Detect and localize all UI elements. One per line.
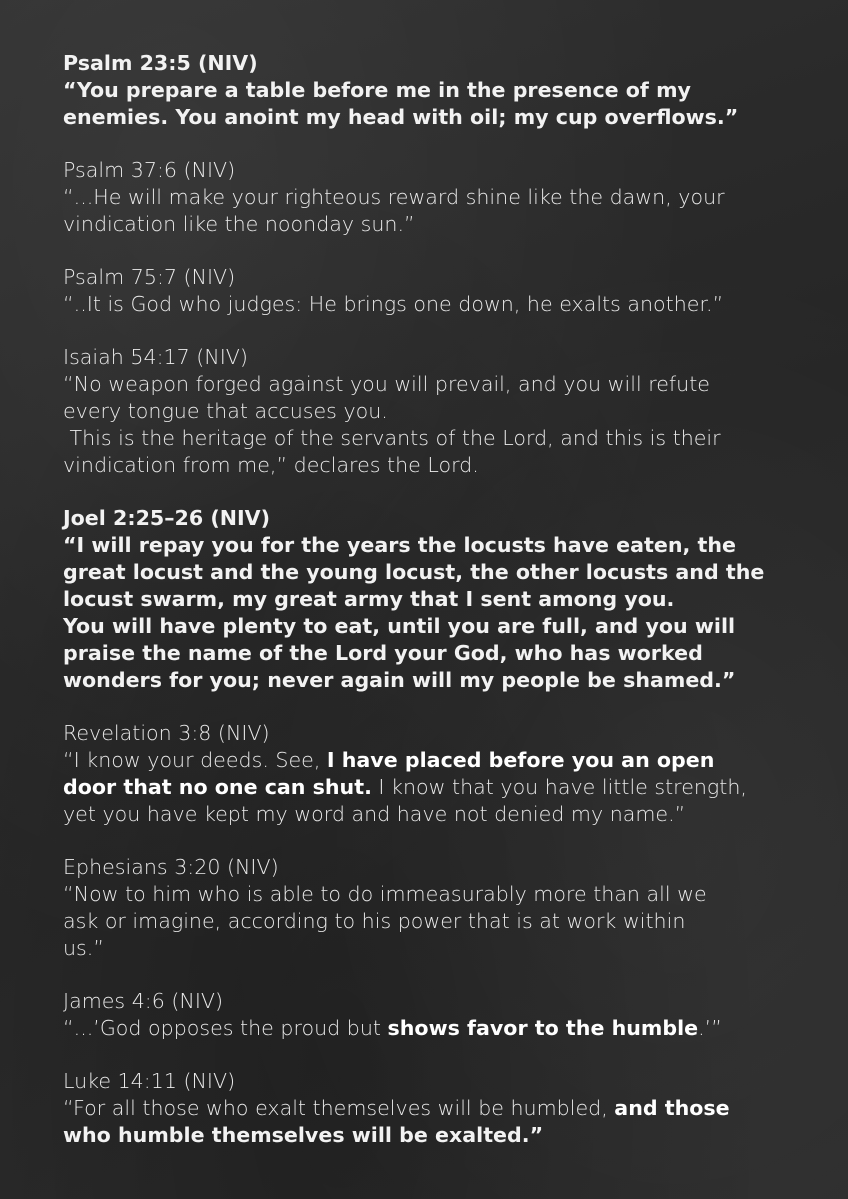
verse-text-line: praise the name of the Lord your God, who has worked (63, 641, 703, 665)
verses-list (63, 50, 793, 1175)
verse-reference: Ephesians 3:20 (NIV) (63, 855, 279, 879)
verse-reference: Joel 2:25–26 (NIV) (63, 506, 271, 530)
verse-emphasis: shows favor to the humble (387, 1016, 699, 1040)
verse-text-line: locust swarm, my great army that I sent among you. (63, 587, 675, 611)
verse-revelation-3-8 (63, 720, 793, 828)
verse-reference: Psalm 75:7 (NIV) (63, 265, 236, 289)
verse-text-line: yet you have kept my word and have not denied my name.” (63, 802, 686, 826)
verse-text-span: “For all those who exalt themselves will be humbled, (63, 1096, 615, 1120)
verse-emphasis: door that no one can shut. (63, 775, 372, 799)
verse-text-line (63, 1015, 793, 1042)
verse-reference: James 4:6 (NIV) (63, 989, 224, 1013)
verse-james-4-6 (63, 988, 793, 1042)
verse-ephesians-3-20 (63, 854, 793, 962)
verse-text-line: “I will repay you for the years the locusts have eaten, the (63, 533, 736, 557)
verse-text-line: “Now to him who is able to do immeasurably more than all we (63, 882, 707, 906)
verse-text-line: vindication like the noonday sun.” (63, 212, 415, 236)
verse-text-line: enemies. You anoint my head with oil; my cup overflows.” (63, 105, 739, 129)
verse-isaiah-54-17 (63, 344, 793, 479)
verse-psalm-23-5 (63, 50, 793, 131)
verse-reference: Luke 14:11 (NIV) (63, 1069, 236, 1093)
verse-text-line: “..It is God who judges: He brings one down, he exalts another.” (63, 292, 724, 316)
verse-text-line (63, 747, 793, 774)
verse-reference: Revelation 3:8 (NIV) (63, 721, 270, 745)
verse-text-span: .’” (698, 1016, 722, 1040)
verse-reference: Psalm 23:5 (NIV) (63, 51, 258, 75)
verse-text-line: “...He will make your righteous reward shine like the dawn, your (63, 185, 725, 209)
verse-psalm-37-6 (63, 157, 793, 238)
verse-text-line: vindication from me,” declares the Lord. (63, 453, 479, 477)
verse-text-line: “You prepare a table before me in the presence of my (63, 78, 691, 102)
verse-text-span: “I know your deeds. See, (63, 748, 327, 772)
verse-text-line: ask or imagine, according to his power that is at work within (63, 909, 686, 933)
verse-reference: Isaiah 54:17 (NIV) (63, 345, 248, 369)
verse-text-line: great locust and the young locust, the other locusts and the (63, 560, 765, 584)
verse-text-span: “...’God opposes the proud but (63, 1016, 388, 1040)
verse-text-line: us.” (63, 936, 104, 960)
verse-text-line: who humble themselves will be exalted.” (63, 1123, 544, 1147)
verse-text-line (63, 774, 793, 801)
verse-psalm-75-7 (63, 264, 793, 318)
verse-joel-2-25 (63, 505, 793, 694)
verse-text-line (63, 1095, 793, 1122)
verse-luke-14-11 (63, 1068, 793, 1149)
verse-text-line: wonders for you; never again will my people be shamed.” (63, 668, 736, 692)
verse-text-line: This is the heritage of the servants of the Lord, and this is their (63, 426, 721, 450)
verse-text-line: “No weapon forged against you will prevail, and you will refute (63, 372, 710, 396)
verse-emphasis: I have placed before you an open (326, 748, 715, 772)
verse-reference: Psalm 37:6 (NIV) (63, 158, 236, 182)
verse-text-line: You will have plenty to eat, until you are full, and you will (63, 614, 736, 638)
verse-text-line: every tongue that accuses you. (63, 399, 388, 423)
verse-text-span: I know that you have little strength, (371, 775, 747, 799)
verse-emphasis: and those (614, 1096, 730, 1120)
